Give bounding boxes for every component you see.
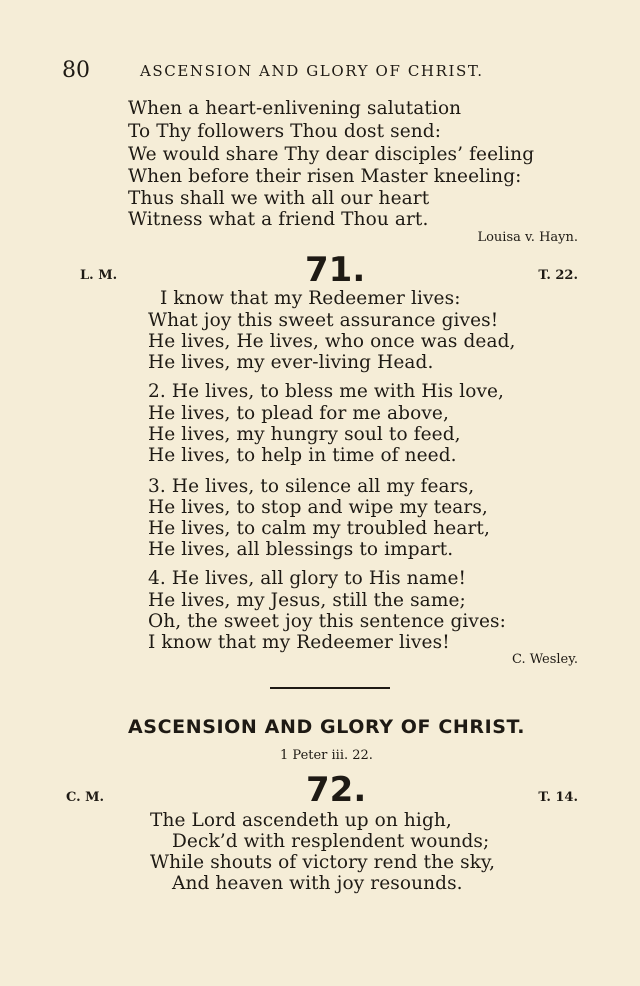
- section-title: ASCENSION AND GLORY OF CHRIST.: [128, 716, 526, 738]
- verse-line: 4. He lives, all glory to His name!: [148, 568, 467, 589]
- verse-line: He lives, my Jesus, still the same;: [148, 590, 466, 611]
- hymn-71-meter: L. M.: [80, 268, 118, 283]
- hymn-71-tune: T. 22.: [538, 268, 578, 283]
- verse-line: He lives, all blessings to impart.: [148, 539, 454, 560]
- scripture-reference: 1 Peter iii. 22.: [280, 748, 373, 763]
- hymn-71-number: 71.: [305, 250, 366, 290]
- verse-line: When before their risen Master kneeling:: [128, 166, 522, 187]
- verse-line: 2. He lives, to bless me with His love,: [148, 381, 505, 402]
- verse-line: He lives, my hungry soul to feed,: [148, 424, 461, 445]
- verse-line: 3. He lives, to silence all my fears,: [148, 476, 475, 497]
- prev-hymn-author: Louisa v. Hayn.: [477, 230, 578, 245]
- verse-line: He lives, to plead for me above,: [148, 403, 449, 424]
- verse-line: He lives, to help in time of need.: [148, 445, 457, 466]
- page-number: 80: [62, 58, 90, 83]
- verse-line: When a heart-enlivening salutation: [128, 98, 462, 119]
- hymn-72-tune: T. 14.: [538, 790, 578, 805]
- verse-line: He lives, to stop and wipe my tears,: [148, 497, 488, 518]
- verse-line: While shouts of victory rend the sky,: [150, 852, 496, 873]
- verse-line: I know that my Redeemer lives!: [148, 632, 450, 653]
- verse-line: And heaven with joy resounds.: [172, 873, 463, 894]
- verse-line: What joy this sweet assurance gives!: [148, 310, 499, 331]
- verse-line: He lives, He lives, who once was dead,: [148, 331, 516, 352]
- verse-line: Deck’d with resplendent wounds;: [172, 831, 490, 852]
- verse-line: The Lord ascendeth up on high,: [150, 810, 452, 831]
- hymn-71-author: C. Wesley.: [511, 652, 578, 667]
- verse-line: To Thy followers Thou dost send:: [128, 121, 442, 142]
- section-divider: [270, 687, 390, 689]
- verse-line: Witness what a friend Thou art.: [128, 209, 429, 230]
- verse-line: He lives, to calm my troubled heart,: [148, 518, 490, 539]
- verse-line: I know that my Redeemer lives:: [160, 288, 461, 309]
- hymn-72-number: 72.: [306, 770, 367, 810]
- verse-line: Thus shall we with all our heart: [128, 188, 430, 209]
- verse-line: We would share Thy dear disciples’ feeling: [128, 144, 535, 165]
- verse-line: Oh, the sweet joy this sentence gives:: [148, 611, 506, 632]
- hymn-72-meter: C. M.: [66, 790, 105, 805]
- verse-line: He lives, my ever-living Head.: [148, 352, 434, 373]
- running-title: ASCENSION AND GLORY OF CHRIST.: [140, 62, 484, 80]
